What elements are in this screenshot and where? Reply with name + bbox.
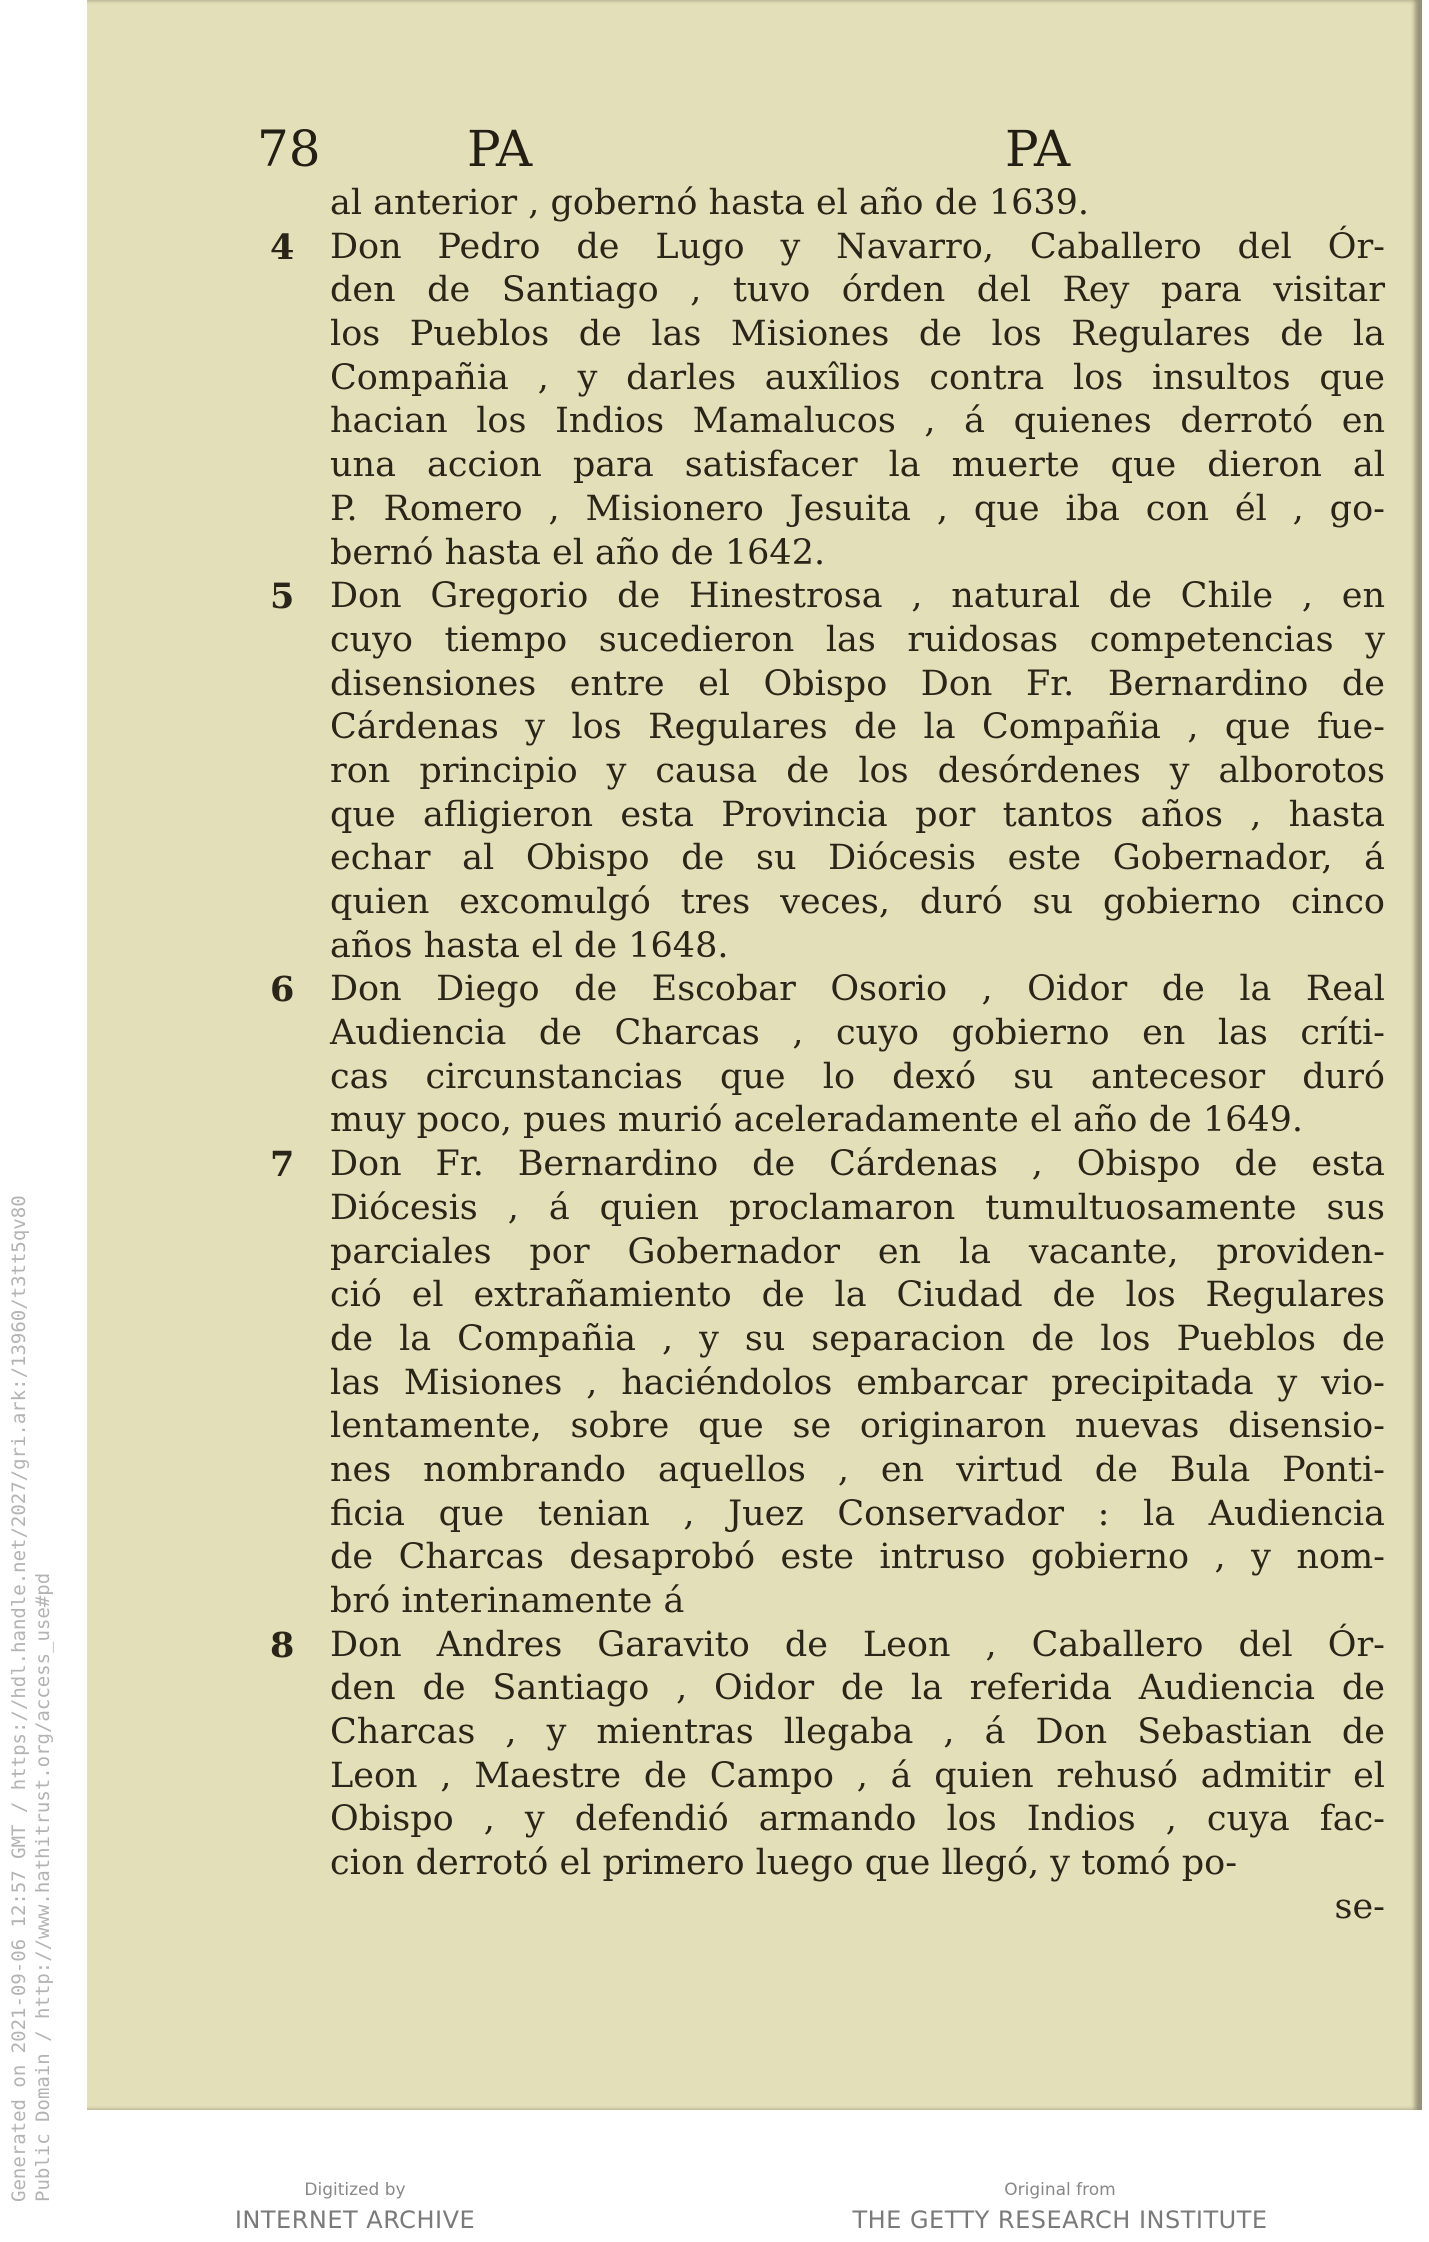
line-text: ció el extrañamiento de la Ciudad de los Regulares (330, 1275, 1385, 1316)
text-line (330, 269, 1385, 313)
text-line (330, 1405, 1385, 1449)
line-text: ficia que tenian , Juez Conservador : la Audiencia (330, 1493, 1385, 1534)
text-line (330, 1012, 1385, 1056)
text-line (330, 1318, 1385, 1362)
line-text: Diócesis , á quien proclamaron tumultuosamente sus (330, 1187, 1385, 1228)
text-line (330, 182, 1385, 226)
text-line (270, 1624, 1385, 1668)
internet-archive-label: INTERNET ARCHIVE (234, 2206, 476, 2234)
page-body-text (270, 182, 1385, 1930)
line-text: den de Santiago , Oidor de la referida Audiencia de (330, 1668, 1385, 1709)
text-line (330, 313, 1385, 357)
text-line (330, 925, 1385, 969)
line-text: de Charcas desaprobó este intruso gobierno , y nom- (330, 1537, 1385, 1578)
line-text: que afligieron esta Provincia por tantos años , hasta (330, 794, 1385, 835)
entry-number: 6 (270, 969, 295, 1011)
text-line (330, 837, 1385, 881)
text-line (330, 1667, 1385, 1711)
line-text: disensiones entre el Obispo Don Fr. Bernardino de (330, 663, 1385, 704)
line-text: nes nombrando aquellos , en virtud de Bula Ponti- (330, 1449, 1385, 1490)
text-line (330, 532, 1385, 576)
text-line (330, 1056, 1385, 1100)
line-text: las Misiones , haciéndolos embarcar precipitada y vio- (330, 1362, 1385, 1403)
line-text: bró interinamente á (330, 1581, 685, 1621)
entry-number: 4 (270, 226, 295, 268)
text-line (330, 1274, 1385, 1318)
header-right-title: PA (1005, 120, 1071, 178)
line-text: cas circunstancias que lo dexó su antecesor duró (330, 1056, 1385, 1097)
text-line (330, 1580, 1385, 1624)
text-line (330, 1099, 1385, 1143)
line-text: Don Gregorio de Hinestrosa , natural de Chile , en (330, 576, 1385, 617)
text-line (330, 619, 1385, 663)
line-text: Cárdenas y los Regulares de la Compañia , que fue- (330, 707, 1385, 748)
line-text: Charcas , y mientras llegaba , á Don Sebastian de (330, 1712, 1385, 1753)
text-line (330, 488, 1385, 532)
entry-number: 7 (270, 1144, 295, 1186)
scanned-page (87, 0, 1422, 2110)
line-text: años hasta el de 1648. (330, 925, 729, 966)
text-line (330, 1536, 1385, 1580)
line-text: de la Compañia , y su separacion de los Pueblos de (330, 1318, 1385, 1359)
text-line (330, 1231, 1385, 1275)
text-line (330, 750, 1385, 794)
line-text: Don Andres Garavito de Leon , Caballero del Ór- (330, 1624, 1385, 1665)
line-text: echar al Obispo de su Diócesis este Gobernador, á (330, 838, 1385, 879)
text-line (330, 444, 1385, 488)
original-from-label: Original from (1004, 2180, 1116, 2200)
text-line (270, 226, 1385, 270)
line-text: Compañia , y darles auxîlios contra los insultos que (330, 357, 1385, 398)
entry-number: 8 (270, 1624, 295, 1666)
line-text: muy poco, pues murió aceleradamente el año de 1649. (330, 1100, 1304, 1141)
line-text: P. Romero , Misionero Jesuita , que iba con él , go- (330, 488, 1385, 529)
text-line (270, 968, 1385, 1012)
text-line (330, 1798, 1385, 1842)
text-line (330, 1493, 1385, 1537)
line-text: den de Santiago , tuvo órden del Rey para visitar (330, 270, 1385, 311)
running-header (87, 120, 1422, 190)
line-text: Don Diego de Escobar Osorio , Oidor de la Real (330, 969, 1385, 1010)
text-line (330, 706, 1385, 750)
line-text: cuyo tiempo sucedieron las ruidosas competencias y (330, 619, 1385, 660)
line-text: bernó hasta el año de 1642. (330, 532, 826, 573)
line-text: una accion para satisfacer la muerte que dieron al (330, 445, 1385, 486)
watermark-generated-line: Generated on 2021-09-06 12:57 GMT / https://hdl.handle.net/2027/gri.ark:/13960/t3tt5qv80 (8, 1195, 30, 2202)
digitized-by-label: Digitized by (304, 2180, 406, 2200)
digitized-by-credit (200, 2180, 510, 2234)
line-text: Leon , Maestre de Campo , á quien rehusó admitir el (330, 1755, 1385, 1796)
text-line (330, 1711, 1385, 1755)
original-from-credit (850, 2180, 1270, 2234)
text-line (330, 1842, 1385, 1886)
line-text: Obispo , y defendió armando los Indios , cuya fac- (330, 1799, 1385, 1840)
text-line (330, 1449, 1385, 1493)
line-text: al anterior , gobernó hasta el año de 1639. (330, 183, 1090, 223)
page-footer (0, 2180, 1429, 2240)
catchword: se- (1334, 1886, 1385, 1927)
header-left-title: PA (467, 120, 533, 178)
text-line (330, 357, 1385, 401)
line-text: lentamente, sobre que se originaron nuevas disensio- (330, 1406, 1385, 1447)
line-text: Don Fr. Bernardino de Cárdenas , Obispo de esta (330, 1144, 1385, 1185)
text-line (330, 1187, 1385, 1231)
text-line (330, 663, 1385, 707)
page-number: 78 (257, 120, 321, 178)
entry-number: 5 (270, 576, 295, 618)
getty-institute-label: THE GETTY RESEARCH INSTITUTE (852, 2206, 1268, 2234)
line-text: Audiencia de Charcas , cuyo gobierno en las críti- (330, 1013, 1385, 1054)
line-text: parciales por Gobernador en la vacante, providen- (330, 1231, 1385, 1272)
line-text: quien excomulgó tres veces, duró su gobierno cinco (330, 882, 1385, 922)
text-line (270, 575, 1385, 619)
text-line (330, 794, 1385, 838)
text-line (330, 881, 1385, 925)
line-text: los Pueblos de las Misiones de los Regulares de la (330, 314, 1385, 355)
text-line (330, 400, 1385, 444)
text-line (270, 1143, 1385, 1187)
watermark-license-line: Public Domain / http://www.hathitrust.org/access_use#pd (32, 1572, 54, 2202)
line-text: Don Pedro de Lugo y Navarro, Caballero del Ór- (330, 226, 1385, 267)
text-line (330, 1362, 1385, 1406)
line-text: ron principio y causa de los desórdenes y alborotos (330, 750, 1385, 791)
watermark-sidebar (0, 1080, 60, 2220)
text-line (330, 1755, 1385, 1799)
line-text: cion derrotó el primero luego que llegó, y tomó po- (330, 1843, 1238, 1884)
line-text: hacian los Indios Mamalucos , á quienes derrotó en (330, 401, 1385, 442)
